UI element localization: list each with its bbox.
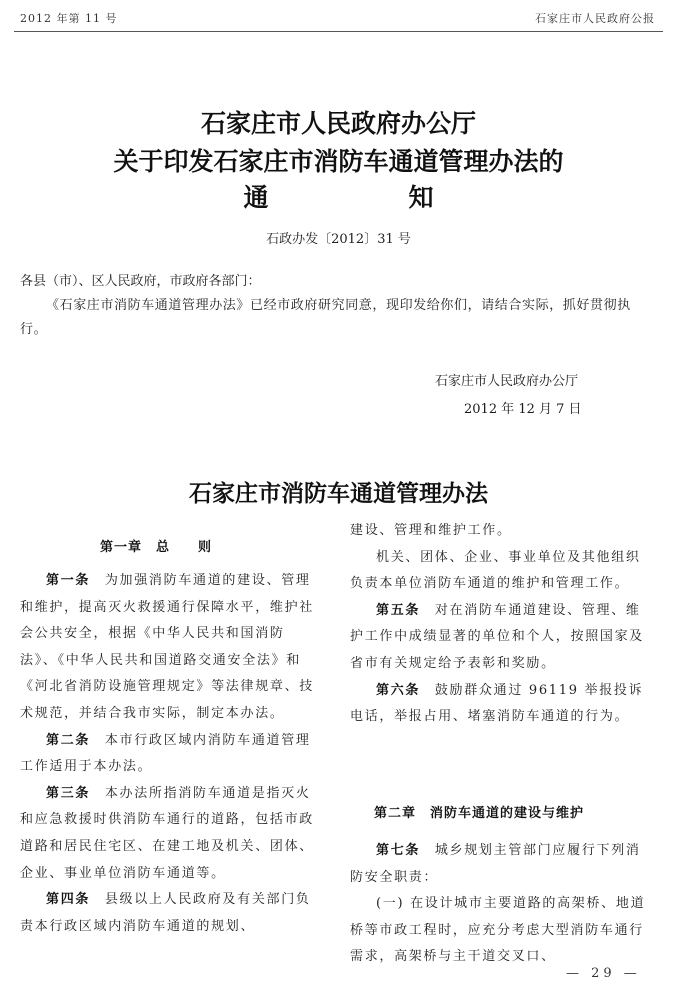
right-column xyxy=(350,518,655,731)
right-column-lower xyxy=(350,838,655,971)
notice-title-line3: 通知 xyxy=(243,183,574,212)
notice-body: 《石家庄市消防车通道管理办法》已经市政府研究同意，现印发给你们，请结合实际，抓好贯彻执行。 xyxy=(20,298,631,337)
article-3-label: 第三条 xyxy=(46,785,91,801)
notice-title-line1: 石家庄市人民政府办公厅 xyxy=(200,109,476,138)
header-issue-number: 2012 年第 11 号 xyxy=(20,12,118,25)
article-1-label: 第一条 xyxy=(46,573,91,588)
page-number: — 29 — xyxy=(566,966,641,981)
article-2 xyxy=(20,728,320,781)
article-7-text: 城乡规划主管部门应履行下列消防安全职责： xyxy=(350,843,641,885)
article-7-label: 第七条 xyxy=(376,843,421,858)
article-5-text: 对在消防车通道建设、管理、维护工作中成绩显著的单位和个人，按照国家及省市有关规定给予表彰和奖励。 xyxy=(350,602,645,671)
article-4-continuation: 建设、管理和维护工作。 xyxy=(350,523,512,538)
document-number: 石政办发〔2012〕31 号 xyxy=(266,232,411,247)
article-4-paragraph-2: 机关、团体、企业、事业单位及其他组织负责本单位消防车通道的维护和管理工作。 xyxy=(350,549,641,592)
left-column xyxy=(20,568,320,940)
header-publication-name: 石家庄市人民政府公报 xyxy=(535,12,655,25)
article-1 xyxy=(20,568,320,728)
header-rule xyxy=(14,31,663,32)
article-6 xyxy=(350,678,655,731)
issue-date: 2012 年 12 月 7 日 xyxy=(464,402,582,417)
issuer-signature: 石家庄市人民政府办公厅 xyxy=(435,374,579,389)
article-4 xyxy=(20,887,320,940)
salutation: 各县（市）、区人民政府，市政府各部门： xyxy=(20,274,261,289)
article-3 xyxy=(20,781,320,887)
article-6-text: 鼓励群众通过 96119 举报投诉电话，举报占用、堵塞消防车通道的行为。 xyxy=(350,682,644,725)
article-5-label: 第五条 xyxy=(376,602,421,618)
notice-title-line2: 关于印发石家庄市消防车通道管理办法的 xyxy=(113,147,564,176)
article-7-item-1: (一) 在设计城市主要道路的高架桥、地道桥等市政工程时，应充分考虑大型消防车通行需求，高架桥与主干道交叉口、 xyxy=(350,896,646,965)
article-2-text: 本市行政区域内消防车通道管理工作适用于本办法。 xyxy=(20,732,311,775)
article-6-label: 第六条 xyxy=(376,682,421,698)
article-2-label: 第二条 xyxy=(46,732,91,748)
article-7 xyxy=(350,838,655,891)
article-1-text: 为加强消防车通道的建设、管理和维护，提高灭火救援通行保障水平，维护社会公共安全，根据《中华人民共和国消防法》、《中华人民共和国道路交通安全法》和《河北省消防设施管理规定》等法律规章、技术规范，并结合我市实际，制定本办法。 xyxy=(20,573,315,721)
chapter-1-heading: 第一章 总 则 xyxy=(100,540,213,555)
article-3-text: 本办法所指消防车通道是指灭火和应急救援时供消防车通行的道路，包括市政道路和居民住宅区、在建工地及机关、团体、企业、事业单位消防车通道等。 xyxy=(20,785,315,881)
article-5 xyxy=(350,598,655,678)
chapter-2-heading: 第二章 消防车通道的建设与维护 xyxy=(374,806,585,821)
article-4-label: 第四条 xyxy=(46,892,91,908)
regulation-title: 石家庄市消防车通道管理办法 xyxy=(189,480,488,507)
article-4-text: 县级以上人民政府及有关部门负责本行政区域内消防车通道的规划、 xyxy=(20,892,311,934)
